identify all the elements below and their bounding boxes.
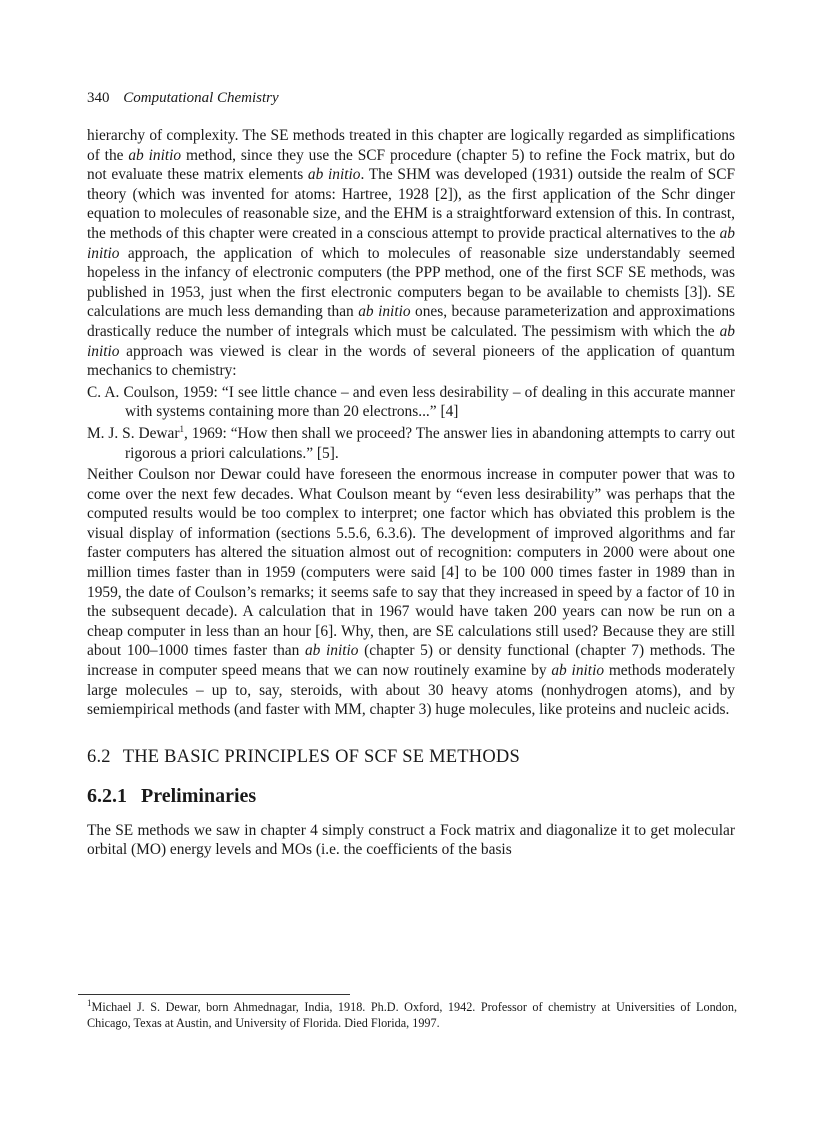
running-head: [87, 88, 735, 108]
footnote-text: Michael J. S. Dewar, born Ahmednagar, India, 1918. Ph.D. Oxford, 1942. Professor of chemistry at Universities of London, Chicago, Texas at Austin, and University of Florida. Died Florida, 1997.: [87, 1000, 737, 1030]
footnote-mark: 1: [87, 997, 92, 1008]
section-heading: 6.2 THE BASIC PRINCIPLES OF SCF SE METHODS: [87, 746, 520, 767]
paragraph-2: Neither Coulson nor Dewar could have foreseen the enormous increase in computer power that was to come over the next few decades. What Coulson meant by “even less desirability” was perhaps that the computed results would be too complex to interpret; one factor which has obviated this problem is the visual display of information (sections 5.5.6, 6.3.6). The development of improved algorithms and far faster computers has altered the situation almost out of recognition: computers in 2000 were about one million times faster than in 1959 (computers were said [4] to be 100 000 times faster in 1989 than in 1959, the date of Coulson’s remarks; it seems safe to say that they increased in speed by a factor of 10 in the subsequent decade). A calculation that in 1967 would have taken 200 years can now be run on a cheap computer in less than an hour [6]. Why, then, are SE calculations still used? Because they are still about 100–1000 times faster than ab initio (chapter 5) or density functional (chapter 7) methods. The increase in computer speed means that we can now routinely examine by ab initio methods moderately large molecules – up to, say, steroids, with about 30 heavy atoms (nonhydrogen atoms), and by semiempirical methods (and faster with MM, chapter 3) huge molecules, like proteins and nucleic acids.: [87, 466, 736, 719]
footnote-marker[interactable]: 1: [179, 423, 184, 434]
page-body: [87, 88, 735, 860]
paragraph-1: hierarchy of complexity. The SE methods treated in this chapter are logically regarded as simplifications of the ab initio method, since they use the SCF procedure (chapter 5) to refine the Fock matrix, but do not evaluate these matrix elements ab initio. The SHM was developed (1931) outside the realm of SCF theory (which was invented for atoms: Hartree, 1928 [2]), as the first application of the Schr dinger equation to molecules of reasonable size, and the EHM is a straightforward extension of this. In contrast, the methods of this chapter were created in a conscious attempt to provide practical alternatives to the ab initio approach, the application of which to molecules of reasonable size understandably seemed hopeless in the infancy of electronic computers (the PPP method, one of the first SCF SE methods, was published in 1953, just when the first electronic computers began to be available to chemists [3]). SE calculations are much less demanding than ab initio ones, because parameterization and approximations drastically reduce the number of integrals which must be calculated. The pessimism with which the ab initio approach was viewed is clear in the words of several pioneers of the application of quantum mechanics to chemistry:: [87, 127, 736, 380]
quote-dewar: M. J. S. Dewar$^1$, 1969: “How then shall we proceed? The answer lies in abandoning attempts to carry out rigorous a priori calculations.” [5].: [87, 423, 735, 462]
footnote-divider: [78, 994, 350, 995]
running-title: Computational Chemistry: [123, 90, 279, 106]
paragraph-3: The SE methods we saw in chapter 4 simply construct a Fock matrix and diagonalize it to get molecular orbital (MO) energy levels and MOs (i.e. the coefficients of the basis: [87, 821, 735, 859]
page-number: 340: [87, 90, 110, 106]
subsection-heading: 6.2.1 Preliminaries: [87, 784, 257, 807]
quote-coulson: C. A. Coulson, 1959: “I see little chance – and even less desirability – of dealing in this accurate manner with systems containing more than 20 electrons...” [4]: [87, 383, 735, 421]
footnote: [87, 999, 737, 1031]
